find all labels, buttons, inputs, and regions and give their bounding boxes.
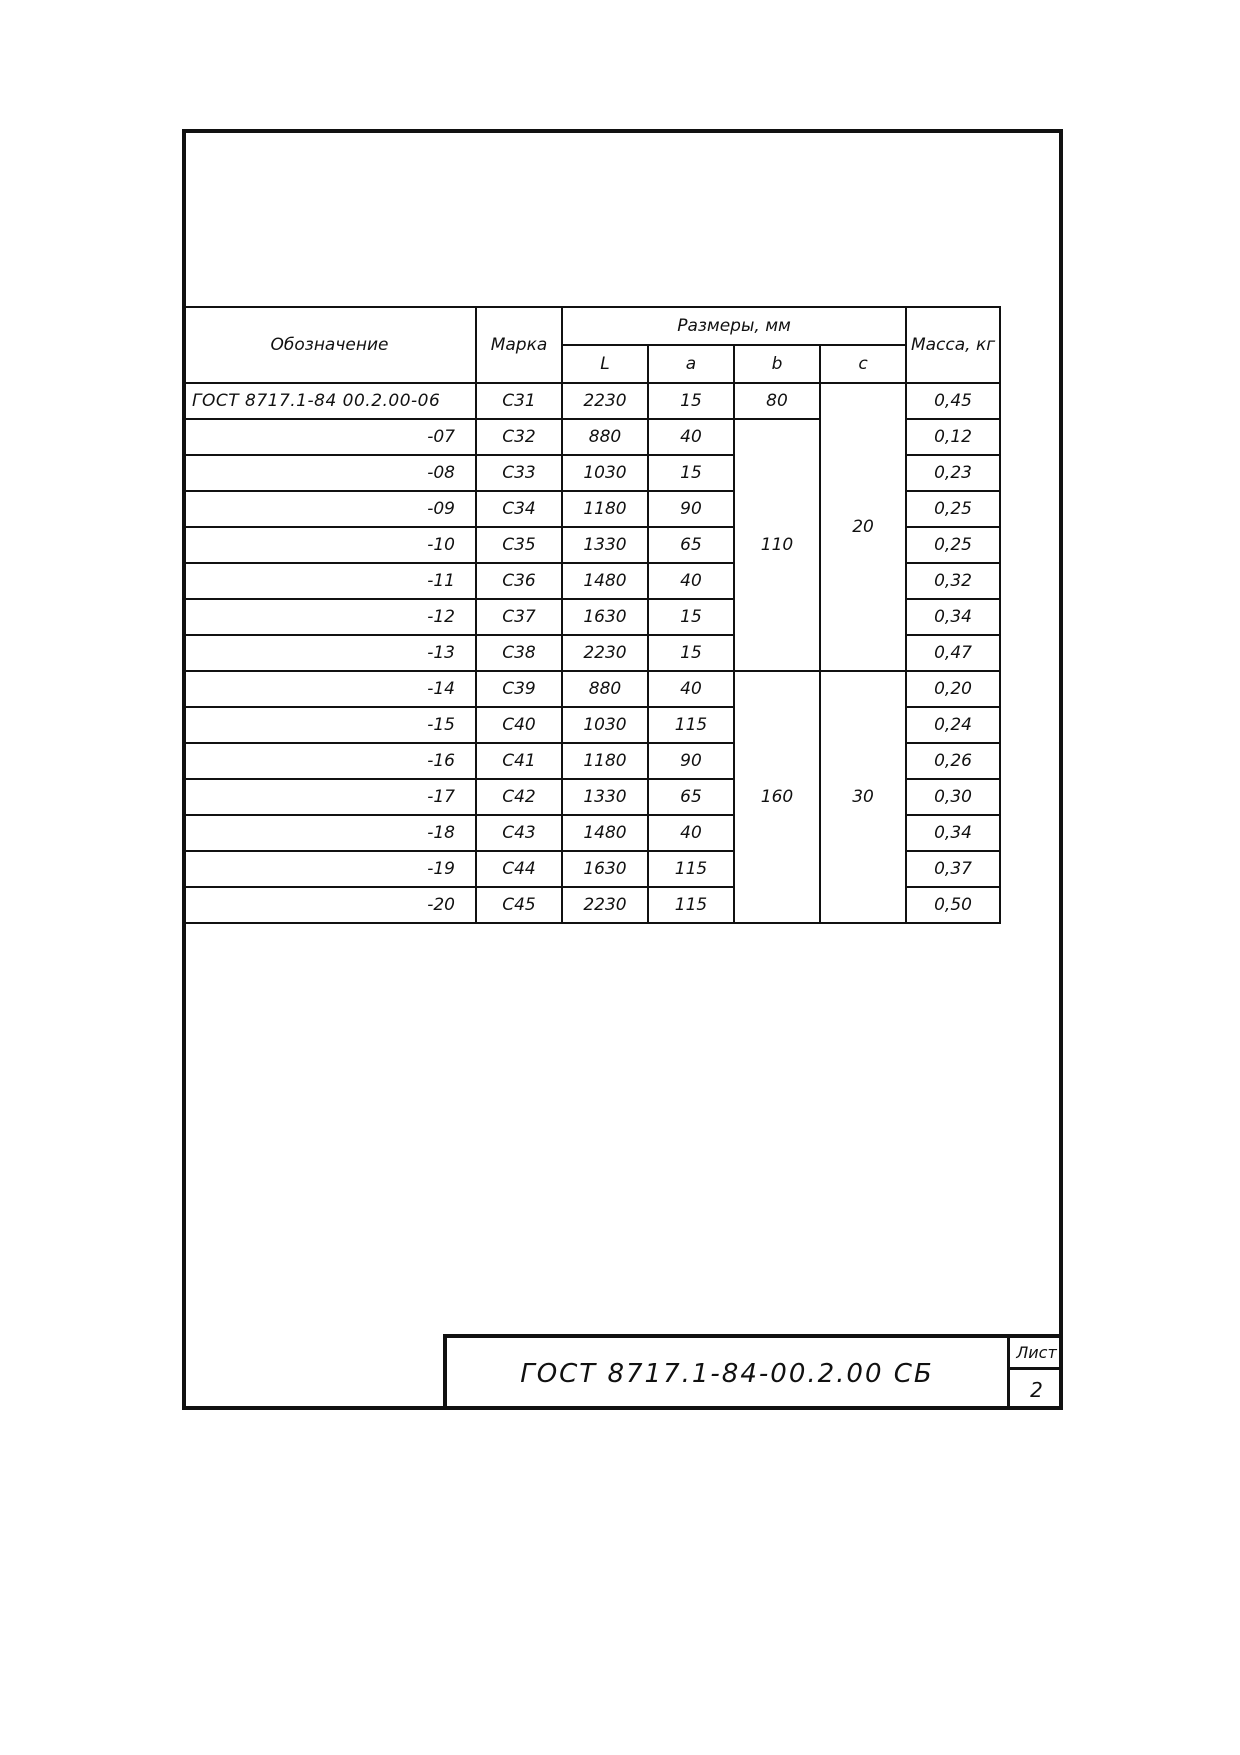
cell-L: 1630 xyxy=(562,599,648,635)
cell-mass: 0,26 xyxy=(906,743,1000,779)
cell-designation: -12 xyxy=(184,599,476,635)
cell-mark: С37 xyxy=(476,599,562,635)
cell-a: 40 xyxy=(648,419,734,455)
cell-mark: С42 xyxy=(476,779,562,815)
header-a: a xyxy=(648,345,734,383)
cell-designation: ГОСТ 8717.1-84 00.2.00-06 xyxy=(184,383,476,419)
cell-mass: 0,25 xyxy=(906,527,1000,563)
cell-mark: С44 xyxy=(476,851,562,887)
table-row xyxy=(184,671,1000,707)
cell-designation: -10 xyxy=(184,527,476,563)
cell-mark: С35 xyxy=(476,527,562,563)
cell-mark: С40 xyxy=(476,707,562,743)
cell-mass: 0,37 xyxy=(906,851,1000,887)
cell-a: 65 xyxy=(648,779,734,815)
header-mass: Масса, кг xyxy=(906,307,1000,383)
cell-a: 15 xyxy=(648,383,734,419)
cell-L: 2230 xyxy=(562,635,648,671)
cell-L: 1180 xyxy=(562,491,648,527)
cell-designation: -20 xyxy=(184,887,476,923)
cell-L: 1480 xyxy=(562,815,648,851)
cell-designation: -18 xyxy=(184,815,476,851)
sheet-number: 2 xyxy=(1030,1378,1043,1402)
cell-designation: -13 xyxy=(184,635,476,671)
title-block xyxy=(443,1334,1063,1410)
cell-c-group2: 30 xyxy=(820,671,906,923)
sheet-box xyxy=(1007,1338,1063,1410)
cell-L: 1180 xyxy=(562,743,648,779)
header-b: b xyxy=(734,345,820,383)
document-code: ГОСТ 8717.1-84-00.2.00 СБ xyxy=(520,1359,934,1389)
cell-mark: С45 xyxy=(476,887,562,923)
cell-mark: С32 xyxy=(476,419,562,455)
cell-a: 40 xyxy=(648,815,734,851)
cell-designation: -19 xyxy=(184,851,476,887)
cell-mark: С43 xyxy=(476,815,562,851)
cell-L: 1030 xyxy=(562,455,648,491)
cell-L: 1330 xyxy=(562,527,648,563)
cell-designation: -09 xyxy=(184,491,476,527)
cell-b-group2: 160 xyxy=(734,671,820,923)
header-mark: Марка xyxy=(476,307,562,383)
cell-L: 2230 xyxy=(562,383,648,419)
table-row xyxy=(184,383,1000,419)
specification-table xyxy=(184,306,1001,924)
cell-mark: С36 xyxy=(476,563,562,599)
cell-mass: 0,20 xyxy=(906,671,1000,707)
cell-designation: -15 xyxy=(184,707,476,743)
cell-L: 1330 xyxy=(562,779,648,815)
cell-designation: -16 xyxy=(184,743,476,779)
cell-L: 880 xyxy=(562,671,648,707)
cell-designation: -07 xyxy=(184,419,476,455)
cell-mass: 0,50 xyxy=(906,887,1000,923)
cell-L: 1030 xyxy=(562,707,648,743)
cell-mark: С41 xyxy=(476,743,562,779)
cell-mass: 0,12 xyxy=(906,419,1000,455)
cell-b-group1: 110 xyxy=(734,419,820,671)
cell-mark: С34 xyxy=(476,491,562,527)
cell-mark: С33 xyxy=(476,455,562,491)
cell-a: 90 xyxy=(648,491,734,527)
cell-a: 115 xyxy=(648,851,734,887)
cell-mass: 0,30 xyxy=(906,779,1000,815)
cell-designation: -17 xyxy=(184,779,476,815)
cell-mass: 0,45 xyxy=(906,383,1000,419)
cell-designation: -08 xyxy=(184,455,476,491)
cell-designation: -14 xyxy=(184,671,476,707)
cell-mark: С38 xyxy=(476,635,562,671)
cell-L: 880 xyxy=(562,419,648,455)
cell-mass: 0,23 xyxy=(906,455,1000,491)
header-dimensions: Размеры, мм xyxy=(562,307,906,345)
cell-a: 65 xyxy=(648,527,734,563)
sheet-label: Лист xyxy=(1010,1338,1063,1370)
header-c: c xyxy=(820,345,906,383)
cell-c-group1: 20 xyxy=(820,383,906,671)
cell-mark: С31 xyxy=(476,383,562,419)
cell-a: 40 xyxy=(648,671,734,707)
cell-a: 15 xyxy=(648,635,734,671)
cell-a: 90 xyxy=(648,743,734,779)
cell-designation: -11 xyxy=(184,563,476,599)
cell-L: 1630 xyxy=(562,851,648,887)
cell-mass: 0,24 xyxy=(906,707,1000,743)
cell-mass: 0,34 xyxy=(906,815,1000,851)
cell-a: 40 xyxy=(648,563,734,599)
cell-b: 80 xyxy=(734,383,820,419)
cell-L: 2230 xyxy=(562,887,648,923)
cell-a: 15 xyxy=(648,599,734,635)
cell-a: 115 xyxy=(648,887,734,923)
header-designation: Обозначение xyxy=(184,307,476,383)
cell-a: 115 xyxy=(648,707,734,743)
cell-mass: 0,32 xyxy=(906,563,1000,599)
header-L: L xyxy=(562,345,648,383)
cell-mass: 0,47 xyxy=(906,635,1000,671)
cell-L: 1480 xyxy=(562,563,648,599)
cell-mass: 0,34 xyxy=(906,599,1000,635)
cell-a: 15 xyxy=(648,455,734,491)
cell-mark: С39 xyxy=(476,671,562,707)
cell-mass: 0,25 xyxy=(906,491,1000,527)
